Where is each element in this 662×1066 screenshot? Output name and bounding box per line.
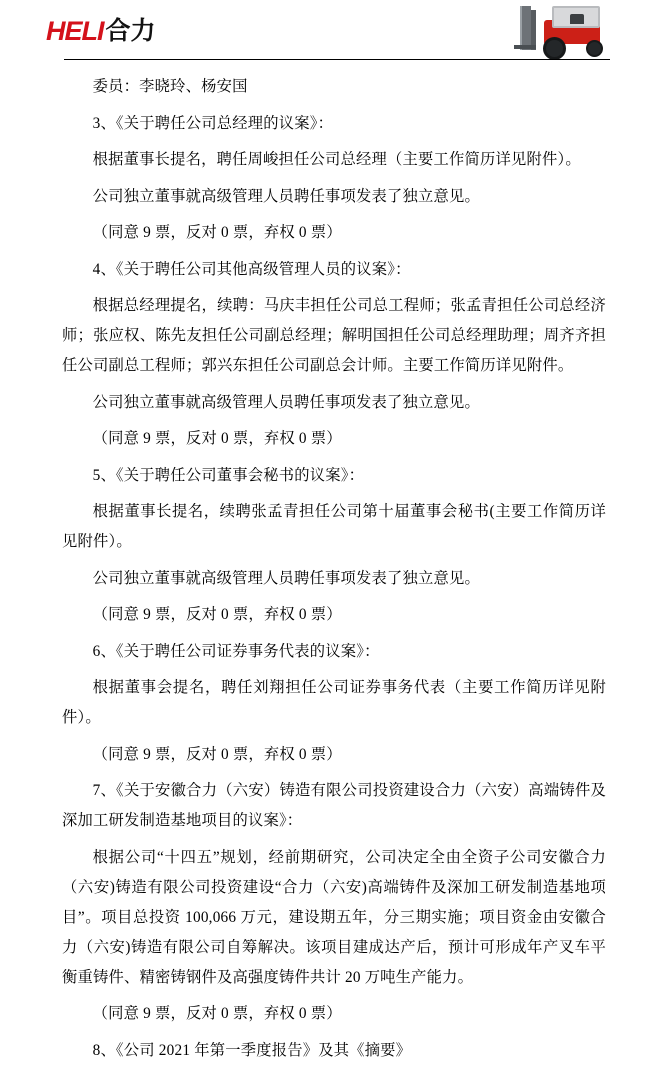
paragraph-item6-vote: （同意 9 票，反对 0 票，弃权 0 票） <box>92 745 342 763</box>
paragraph-item7-title: 7、《关于安徽合力（六安）铸造有限公司投资建设合力（六安）高端铸件及深加工研发制造基地项目的议案》： <box>62 782 606 829</box>
paragraph-item3-vote: （同意 9 票，反对 0 票，弃权 0 票） <box>92 224 342 241</box>
forklift-icon <box>512 4 620 58</box>
paragraph-item3-opinion: 公司独立董事就高级管理人员聘任事项发表了独立意见。 <box>92 187 481 205</box>
paragraph-item5-opinion: 公司独立董事就高级管理人员聘任事项发表了独立意见。 <box>92 569 481 587</box>
paragraph-item5-vote: （同意 9 票，反对 0 票，弃权 0 票） <box>92 606 342 623</box>
paragraph-item4-vote: （同意 9 票，反对 0 票，弃权 0 票） <box>92 430 342 447</box>
paragraph-item7-body: 根据公司“十四五”规划，经前期研究，公司决定全由全资子公司安徽合力（六安)铸造有限公司投资建设“合力（六安)高端铸件及深加工研发制造基地项目”。项目总投资 100,066 万元，建设期五年，分三期实施；项目资金由安徽合力（六安)铸造有限公司自筹解决。该项目建成达产后，预计可形成年产叉车平衡重铸件、精密铸钢件及高强度铸件共计 20 万吨生产能力。 <box>62 848 606 986</box>
paragraph-item6-title: 6、《关于聘任公司证券事务代表的议案》： <box>92 642 380 660</box>
logo-latin-text: HELI <box>46 16 104 46</box>
document-body <box>0 60 662 1066</box>
forklift-mast-inner <box>531 10 536 50</box>
paragraph-item6-body: 根据董事会提名，聘任刘翔担任公司证券事务代表（主要工作简历详见附件）。 <box>62 679 606 726</box>
paragraph-item3-body: 根据董事长提名，聘任周峻担任公司总经理（主要工作简历详见附件）。 <box>92 151 581 168</box>
paragraph-item8-title: 8、《公司 2021 年第一季度报告》及其《摘要》 <box>92 1041 412 1059</box>
forklift-front-wheel <box>543 37 566 60</box>
paragraph-item5-title: 5、《关于聘任公司董事会秘书的议案》： <box>92 466 365 484</box>
forklift-mast <box>520 6 531 50</box>
paragraph-item7-vote: （同意 9 票，反对 0 票，弃权 0 票） <box>92 1005 342 1022</box>
paragraph-item4-opinion: 公司独立董事就高级管理人员聘任事项发表了独立意见。 <box>92 393 481 411</box>
logo-chinese-text: 合力 <box>105 17 156 45</box>
forklift-fork <box>514 45 536 49</box>
paragraph-weiyuan: 委员：李晓玲、杨安国 <box>92 78 248 95</box>
page-header <box>0 0 662 60</box>
paragraph-item4-title: 4、《关于聘任公司其他高级管理人员的议案》： <box>92 260 411 278</box>
forklift-rear-wheel <box>586 40 603 57</box>
paragraph-item3-title: 3、《关于聘任公司总经理的议案》： <box>92 114 334 132</box>
header-divider <box>64 59 610 60</box>
paragraph-item5-body: 根据董事长提名，续聘张孟青担任公司第十届董事会秘书(主要工作简历详见附件）。 <box>62 503 606 550</box>
paragraph-item4-body: 根据总经理提名，续聘：马庆丰担任公司总工程师；张孟青担任公司总经济师；张应权、陈先友担任公司副总经理；解明国担任公司总经理助理；周齐齐担任公司副总工程师；郭兴东担任公司副总会计师。主要工作简历详见附件。 <box>62 297 606 374</box>
forklift-seat <box>570 14 584 24</box>
company-logo <box>46 18 156 45</box>
